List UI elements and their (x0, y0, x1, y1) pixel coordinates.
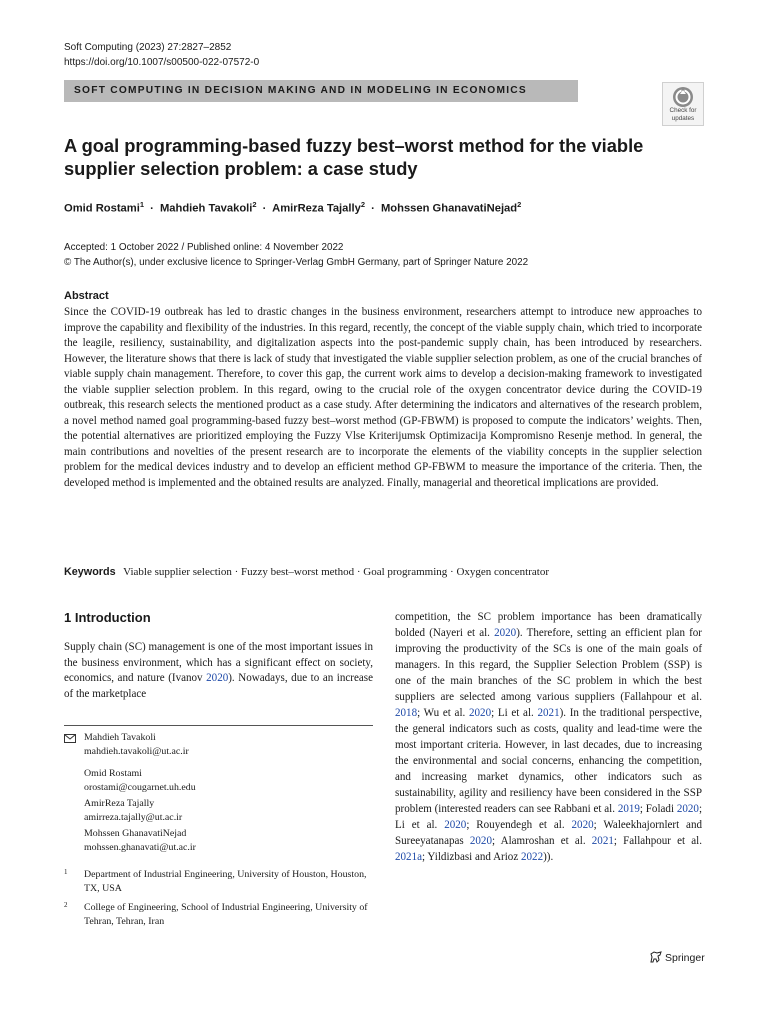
footnote-number: 2 (64, 901, 68, 909)
contact-entry (84, 767, 196, 795)
section-banner-text: SOFT COMPUTING IN DECISION MAKING AND IN MODELING IN ECONOMICS (74, 85, 527, 96)
contact-email[interactable]: amirreza.tajally@ut.ac.ir (84, 812, 183, 823)
keywords (64, 566, 549, 578)
citation-link[interactable]: 2019 (617, 803, 640, 815)
keyword-item: Fuzzy best–worst method (241, 566, 355, 578)
envelope-icon (64, 734, 76, 743)
author-affiliation-mark: 2 (252, 200, 257, 209)
copyright-notice: © The Author(s), under exclusive licence to Springer-Verlag GmbH Germany, part of Springer Nature 2022 (64, 257, 529, 268)
citation-link[interactable]: 2021 (537, 707, 560, 719)
author-affiliation-mark: 1 (139, 200, 145, 209)
abstract-body: Since the COVID-19 outbreak has led to drastic changes in the business environment, researchers attempt to introduce new approaches to improve the capability and flexibility of the industries. In this regard, recently, the concept of the viable supply chain, which tried to incorporate the leagile, resiliency, sustainability, and digitalization aspects into the post-pandemic supply chain, has been introduced by researchers. However, the literature shows that there is lack of study that investigated the viable supplier selection problem, as one of the crucial branches of viable supply chain management. Therefore, to cover this gap, the current work aims to develop a decision-making framework to investigated the viable supplier selection problem. In this regard, owing to the crucial role of the oxygen concentrator device during the COVID-19 outbreak, this research selects the mentioned product as a case study. After determining the indicators and alternatives of the research problem, a novel method named goal programming-based fuzzy best–worst method (GP-FBWM) is proposed to compute the indicators’ weights. Then, the potential alternatives are prioritized employing the Fuzzy Vlse Kriterijumsk Optimizacija Kompromisno Resenje method. In general, the main contributions and novelties of the present research are to incorporate the elements of the viability concepts in the supplier selection problem for the medical devices industry and to develop an efficient method GP-FBWM to measure the importance of the criteria. Then, the developed method is implemented and the obtained results are analyzed. Finally, managerial and theoretical implications are provided. (64, 306, 702, 489)
author-list (64, 200, 521, 215)
introduction-paragraph-right (395, 609, 702, 865)
citation-link[interactable]: 2020 (571, 819, 594, 831)
text-run: ). In the traditional perspective, the general indicators such as costs, quality and lead-time were the most important criteria. However, in last decades, due to increasing the environmental and social concerns, enhancing the competition, and increasing market dynamics, other indicators such as sustainability, agility and resiliency have been considered in the SSP problem (interested readers can see Rabbani et al. (395, 707, 703, 815)
doi-link[interactable]: https://doi.org/10.1007/s00500-022-07572-0 (64, 57, 260, 68)
contact-email[interactable]: mohssen.ghanavati@ut.ac.ir (84, 842, 196, 853)
paper-title (64, 134, 684, 180)
text-run: ). Therefore, setting an efficient plan for improving the productivity of the SCs is one of the main goals of managers. In this regard, the Supplier Selection Problem (SSP) is one of the main branches of the SC problem in which the best suppliers are selected among various suppliers (Fallahpour et al. (395, 627, 702, 703)
journal-citation: Soft Computing (2023) 27:2827–2852 (64, 42, 232, 53)
keyword-separator: · (234, 566, 242, 578)
text-run: ; Wu et al. (417, 707, 469, 719)
text-run: ; Waleekhajornlert and Sureeyatanapas (395, 819, 703, 847)
title-line: A goal programming-based fuzzy best–worst method for the viable (64, 135, 644, 156)
affiliation-text: College of Engineering, School of Industrial Engineering, University of Tehran, Tehran, Iran (84, 902, 368, 927)
author-name[interactable]: Omid Rostami (64, 202, 140, 215)
author-affiliation-mark: 2 (517, 200, 522, 209)
citation-link[interactable]: 2020 (676, 803, 699, 815)
text-run: ; Rouyendegh et al. (466, 819, 572, 831)
section-banner (64, 80, 578, 102)
text-run: )). (543, 851, 554, 863)
affiliation-text: Department of Industrial Engineering, University of Houston, Houston, TX, USA (84, 869, 367, 894)
introduction-paragraph-left (64, 640, 373, 702)
text-run: Supply chain (SC) management is one of the most important issues in the business environment, which has a significant effect on society, economics, and nature (Ivanov (64, 641, 373, 684)
title-line: supplier selection problem: a case study (64, 158, 418, 179)
footnote-number: 1 (64, 868, 68, 876)
citation-link[interactable]: 2020 (469, 707, 492, 719)
citation-link[interactable]: 2020 (494, 627, 517, 639)
author-separator: · (371, 202, 375, 215)
keywords-label: Keywords (64, 566, 116, 578)
text-run: ; Yildizbasi and Arioz (422, 851, 521, 863)
contact-entry (84, 731, 189, 759)
author-separator: · (262, 202, 267, 215)
contact-email[interactable]: mahdieh.tavakoli@ut.ac.ir (84, 746, 189, 757)
text-run: ; Li et al. (395, 803, 703, 831)
text-run: ; Li et al. (491, 707, 538, 719)
keyword-item: Viable supplier selection (123, 566, 232, 578)
author-name[interactable]: Mohssen GhanavatiNejad (380, 202, 518, 215)
keyword-item: Goal programming (363, 566, 448, 578)
contact-name: Mohssen GhanavatiNejad (84, 828, 187, 839)
contact-name: Mahdieh Tavakoli (84, 732, 156, 743)
citation-link[interactable]: 2018 (395, 707, 418, 719)
text-run: ). Nowadays, due to an increase of the marketplace (64, 672, 373, 700)
check-for-updates-label: Check for updates (669, 107, 697, 122)
author-name[interactable]: Mahdieh Tavakoli (159, 202, 253, 215)
author-name[interactable]: AmirReza Tajally (272, 202, 361, 215)
contact-entry (84, 797, 182, 825)
contact-email[interactable]: orostami@cougarnet.uh.edu (84, 782, 196, 793)
text-run: ; Alamroshan et al. (491, 835, 592, 847)
keyword-separator: · (356, 566, 364, 578)
citation-link[interactable]: 2020 (206, 672, 229, 684)
keyword-separator: · (450, 566, 457, 578)
publisher-name: Springer (665, 952, 705, 964)
citation-link[interactable]: 2022 (521, 851, 544, 863)
contact-name: AmirReza Tajally (84, 798, 155, 809)
contact-name: Omid Rostami (84, 768, 142, 779)
citation-link[interactable]: 2020 (444, 819, 467, 831)
text-run: ; Foladi (639, 803, 677, 815)
citation-link[interactable]: 2021a (395, 851, 422, 863)
section-heading-introduction: 1 Introduction (64, 610, 151, 625)
footnote-divider (64, 725, 373, 726)
citation-link[interactable]: 2021 (591, 835, 614, 847)
abstract-heading: Abstract (64, 290, 109, 302)
publisher-logo (649, 951, 705, 964)
check-for-updates-icon (672, 86, 694, 108)
text-run: ; Fallahpour et al. (613, 835, 702, 847)
author-affiliation-mark: 2 (360, 200, 365, 209)
springer-horse-icon (649, 951, 663, 963)
keyword-item: Oxygen concentrator (456, 566, 549, 578)
publication-dates (64, 240, 528, 270)
accepted-date: Accepted: 1 October 2022 / Published online: 4 November 2022 (64, 242, 344, 253)
check-for-updates-badge[interactable] (662, 82, 704, 126)
text-run: competition, the SC problem importance has been dramatically bolded (Nayeri et al. (395, 611, 702, 639)
author-separator: · (150, 202, 154, 215)
journal-info (64, 40, 259, 70)
contact-entry (84, 827, 196, 855)
citation-link[interactable]: 2020 (469, 835, 492, 847)
